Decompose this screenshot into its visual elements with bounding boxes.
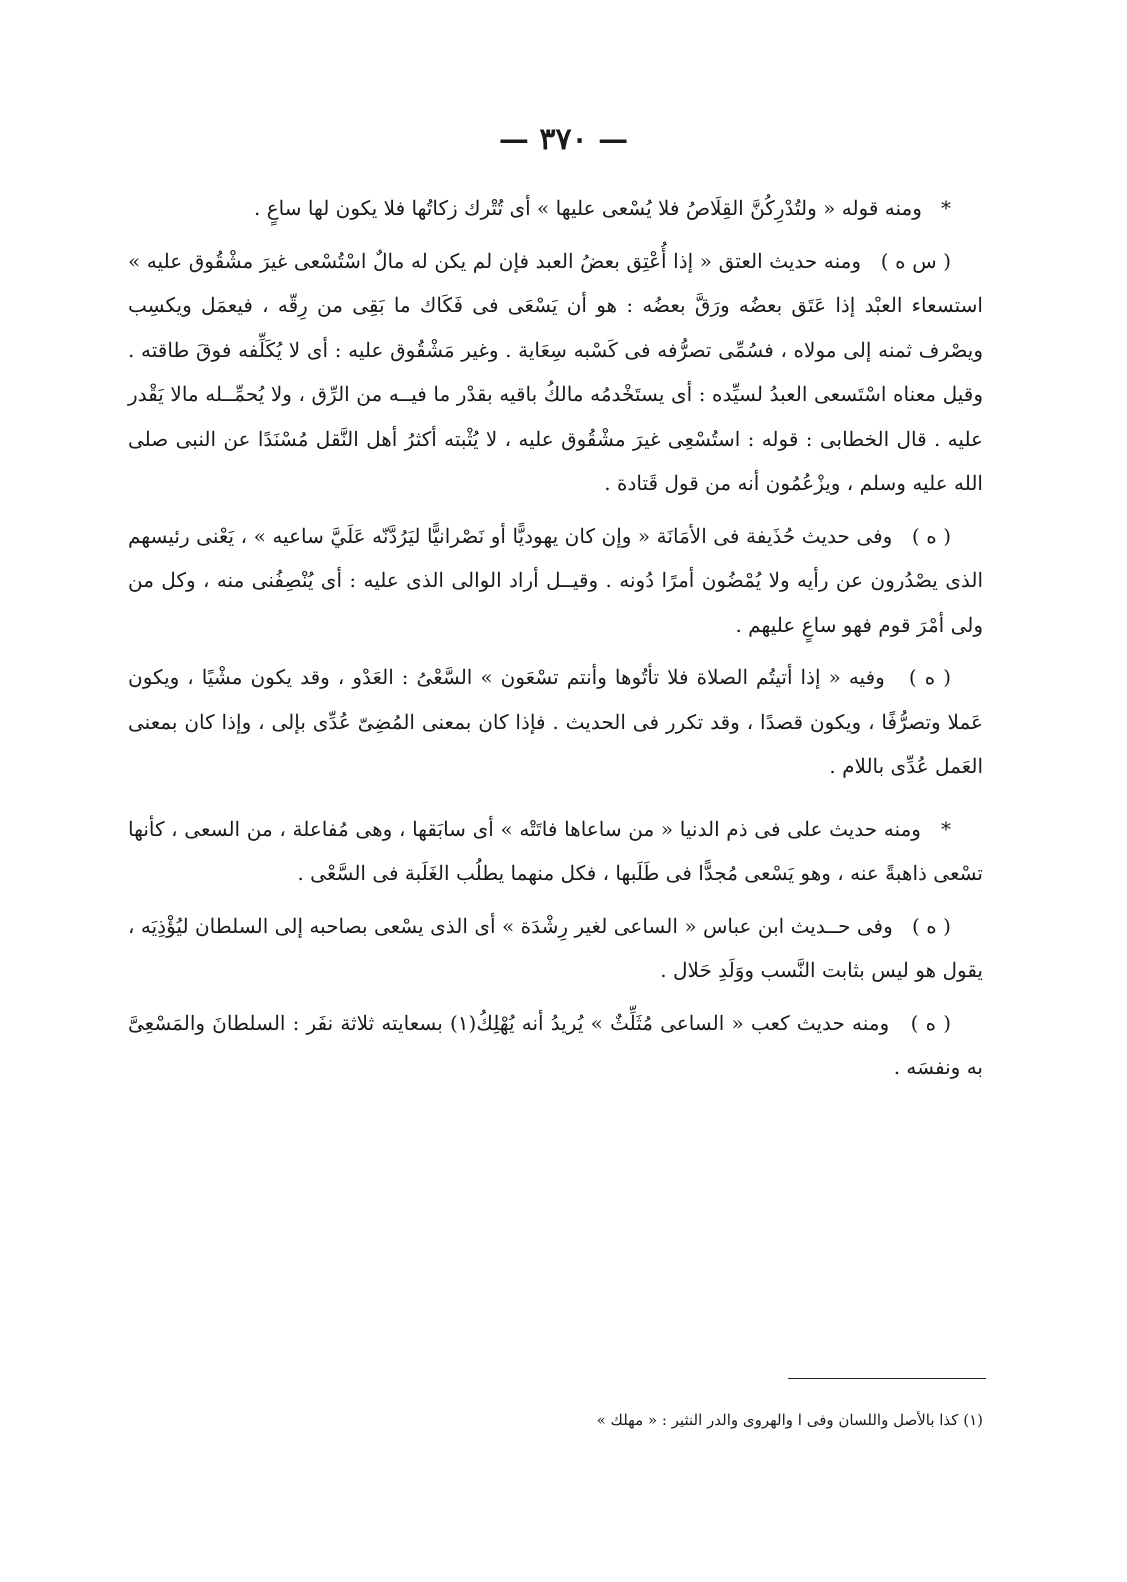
paragraph-marker: ( ه ) [911,523,952,548]
footnote: (١) كذا بالأصل واللسان وفى ا والهروى والدر النثير : « مهلك » [596,1411,983,1429]
paragraph-2 [128,239,983,506]
paragraph-text: وفيه « إذا أتيتُم الصلاة فلا تأتُوها وأنتم تسْعَون » السَّعْىُ : العَدْو ، وقد يكون مشْيًا ، ويكون عَملا وتصرُّفًا ، ويكون قصدًا ، وقد تكرر فى الحديث . فإذا كان بمعنى المُضِىّ عُدِّى بإلى ، وإذا كان بمعنى العَمل عُدِّى باللام . [128,665,983,778]
paragraph-marker: ( س ه ) [880,248,952,273]
page-number: — ٣٧٠ — [498,122,629,157]
paragraph-marker: ( ه ) [912,913,951,938]
paragraph-text: ومنه حديث على فى ذم الدنيا « من ساعاها فاتَتْه » أى سابَقها ، وهى مُفاعلة ، من السعى ، كأنها تسْعى ذاهبةً عنه ، وهو يَسْعى مُجدًّا فى طَلَبها ، فكل منهما يطلُب الغَلَبة فى السَّعْى . [128,816,983,885]
paragraph-text: وفى حــديث ابن عباس « الساعى لغير رِشْدَة » أى الذى يسْعى بصاحبه إلى السلطان ليُؤْذِيَه ، يقول هو ليس بثابت النَّسب ووَلَدِ حَلال . [128,913,983,982]
paragraph-text: ومنه قوله « ولتُدْرِكُنَّ القِلَاصُ فلا يُسْعى عليها » أى تُتْرك زكاتُها فلا يكون لها ساعٍ . [254,196,922,220]
paragraph-marker: * [941,196,951,220]
paragraph-marker: ( ه ) [910,1010,952,1035]
paragraph-text: ومنه حديث كعب « الساعى مُثَلِّثٌ » يُريدُ أنه يُهْلِكُ(١) بسعايته ثلاثة نفَر : السلطانَ والمَسْعِىَّ به ونفسَه . [128,1010,983,1079]
paragraph-7 [128,1001,983,1090]
paragraph-text: وفى حديث حُذَيفة فى الأمَانَة « وإن كان يهوديًّا أو نَصْرانيًّا ليَرُدَّنّه عَلَيَّ ساعيه » ، يَعْنى رئيسهم الذى يصْدُرون عن رأيه ولا يُمْضُون أمرًا دُونه . وقيــل أراد الوالى الذى عليه : أى يُنْصِفُنى منه ، وكل من ولى أمْرَ قوم فهو ساعٍ عليهم . [128,523,983,637]
paragraph-5 [128,807,983,896]
paragraph-3 [128,514,983,648]
paragraph-marker: * [941,816,951,841]
main-text [128,186,983,1090]
paragraph-6 [128,904,983,993]
footnote-divider [788,1378,986,1379]
paragraph-text: ومنه حديث العتق « إذا أُعْتِق بعضُ العبد فإن لم يكن له مالٌ اسْتُسْعى غيرَ مشْقُوق عليه » استسعاء العبْد إذا عَتَق بعضُه ورَقَّ بعضُه : هو أن يَسْعَى فى فَكَاك ما بَقِى من رِقّه ، فيعمَل ويكسِب ويصْرف ثمنه إلى مولاه ، فسُمِّى تصرُّفه فى كَسْبه سِعَاية . وغير مَشْقُوق عليه : أى لا يُكَلِّفه فوقَ طاقته . وقيل معناه اسْتَسعى العبدُ لسيِّده : أى يستَخْدمُه مالكُ باقيه بقدْر ما فيــه من الرِّق ، ولا يُحمِّــله مالا يَقْدر عليه . قال الخطابى : قوله : استُسْعِى غيرَ مشْقُوق عليه ، لا يُثْبته أكثرُ أهل النَّقل مُسْنَدًا عن النبى صلى الله عليه وسلم ، ويزْعُمُون أنه من قول قَتادة . [128,248,983,495]
paragraph-1 [128,186,983,231]
paragraph-4 [128,655,983,789]
paragraph-marker: ( ه ) [908,665,951,689]
